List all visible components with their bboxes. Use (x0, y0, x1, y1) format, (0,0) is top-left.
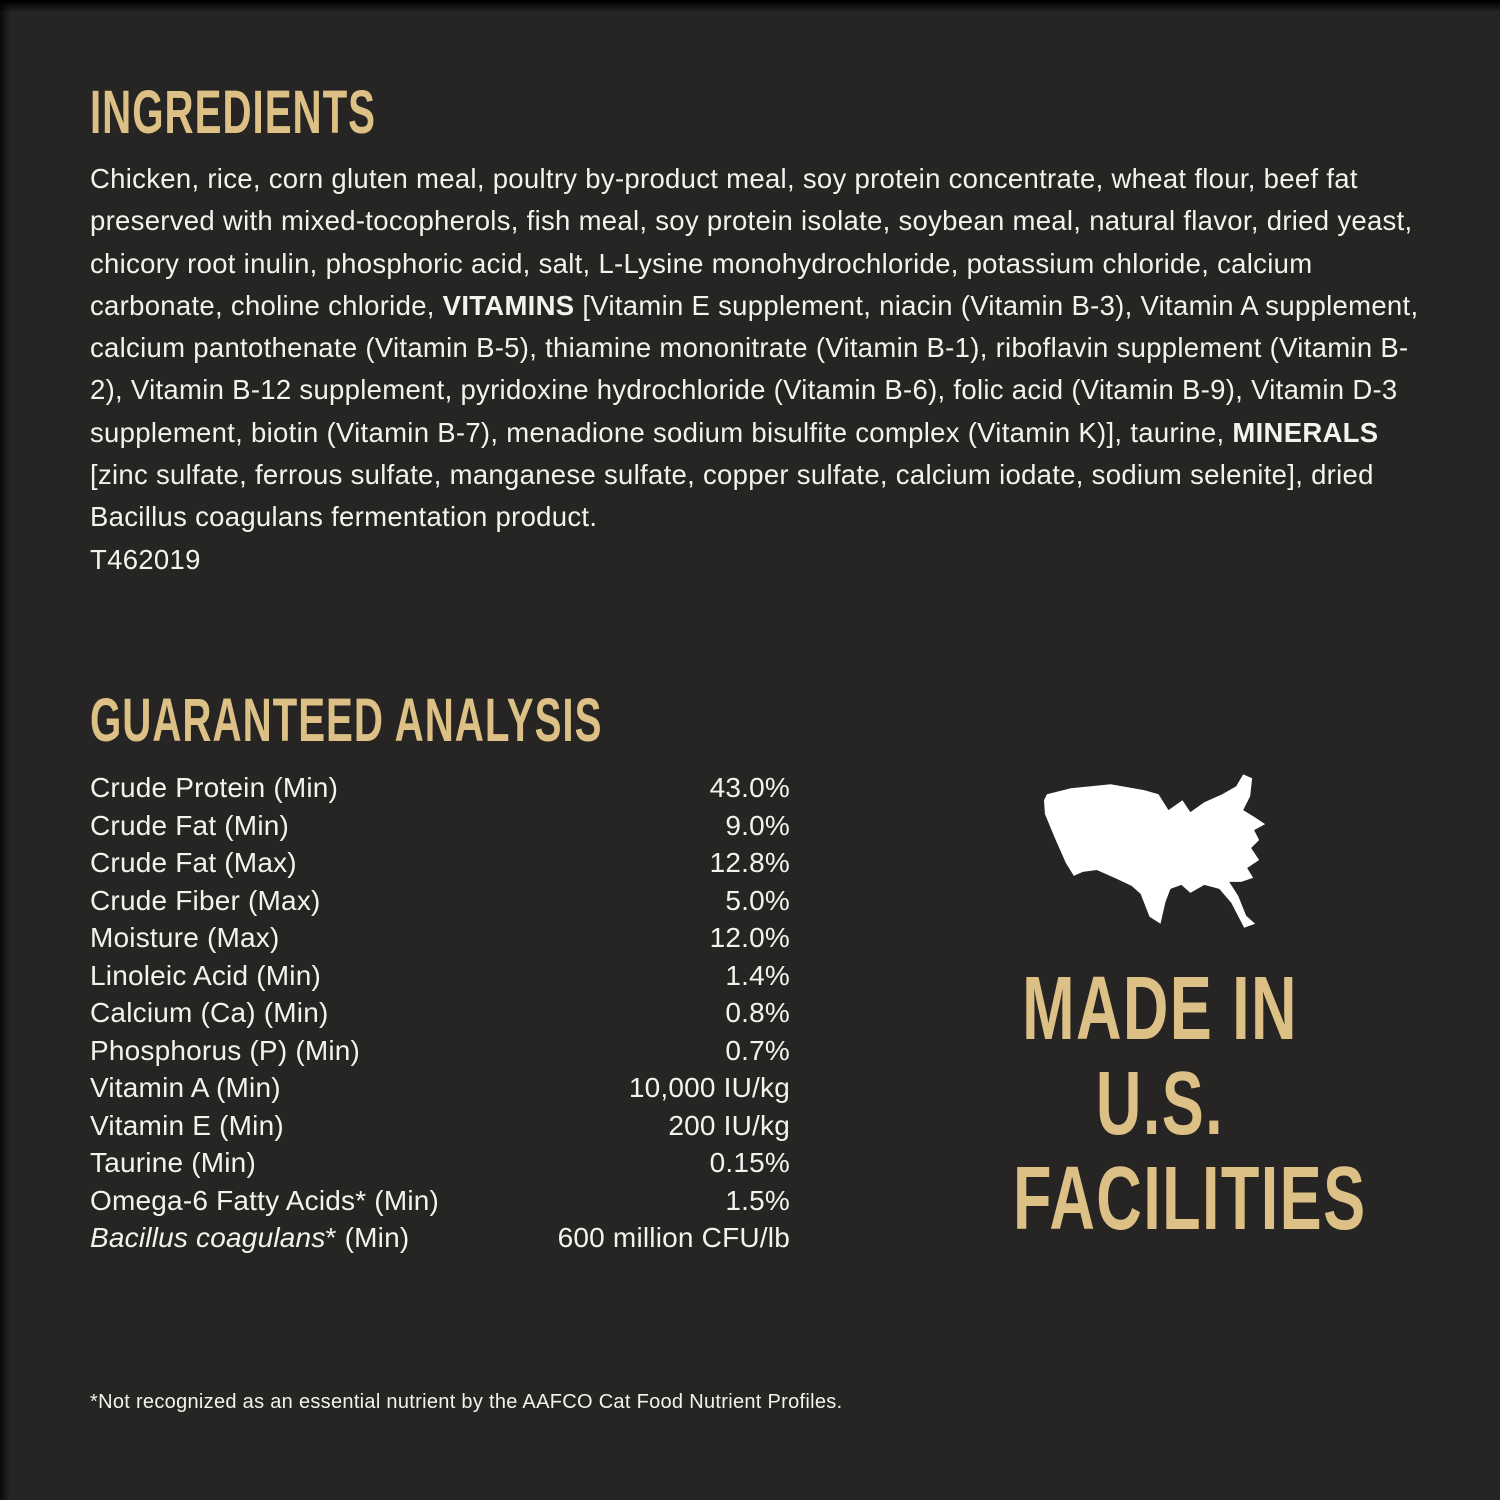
table-row (90, 957, 790, 995)
guaranteed-analysis-heading (90, 686, 866, 754)
row-label (90, 1219, 409, 1257)
row-value: 0.15% (709, 1147, 790, 1178)
row-value: 0.8% (725, 997, 790, 1028)
row-value: 43.0% (709, 772, 790, 803)
row-value: 12.8% (709, 847, 790, 878)
made-in-line-3: FACILITIES (1013, 1149, 1367, 1249)
ingredients-text-1: Chicken, rice, corn gluten meal, poultry by-product meal, soy protein concentrate, wheat flour, beef fat preserved with mixed-tocopherols, fish meal, soy protein isolate, soybean meal, natural flavor, dried yeast, chicory root inulin, phosphoric acid, salt, L-Lysine monohydrochloride, potassium chloride, calcium carbonate, choline chloride, (90, 163, 1413, 321)
ingredients-paragraph (90, 158, 1420, 581)
ingredients-text-3: [zinc sulfate, ferrous sulfate, manganese sulfate, copper sulfate, calcium iodate, sodium selenite], dried Bacillus coagulans fermentation product. (90, 459, 1374, 533)
top-edge-vignette (0, 0, 1500, 12)
row-value: 5.0% (725, 884, 790, 916)
left-edge-vignette (0, 0, 10, 1500)
row-label: Phosphorus (P) (Min) (90, 1034, 361, 1066)
table-row (90, 1032, 790, 1070)
row-value: 600 million CFU/lb (557, 1222, 790, 1253)
minerals-label: MINERALS (1232, 416, 1379, 448)
row-value: 1.4% (725, 959, 790, 991)
row-label-plain-part: * (Min) (325, 1222, 410, 1253)
row-value: 0.7% (725, 1034, 790, 1066)
ingredients-text-2: [Vitamin E supplement, niacin (Vitamin B-3), Vitamin A supplement, calcium pantothenate (Vitamin B-5), thiamine mononitrate (Vitamin B-1), riboflavin supplement (Vitamin B-2), Vitamin B-12 supplement, pyridoxine hydrochloride (Vitamin B-6), folic acid (Vitamin B-9), Vitamin D-3 supplement, biotin (Vitamin B-7), menadione sodium bisulfite complex (Vitamin K)], taurine, (90, 289, 1419, 448)
made-in-line-2: U.S. (1095, 1054, 1225, 1154)
formula-code: T462019 (90, 543, 201, 575)
table-row (90, 1069, 790, 1107)
row-label: Taurine (Min) (90, 1147, 256, 1178)
row-label: Crude Fat (Min) (90, 809, 290, 841)
row-value: 9.0% (725, 809, 790, 841)
table-row (90, 994, 790, 1032)
row-label: Moisture (Max) (90, 922, 280, 953)
made-in-us-block (950, 770, 1370, 1247)
row-value: 10,000 IU/kg (628, 1072, 790, 1103)
row-label: Linoleic Acid (Min) (90, 959, 321, 991)
vitamins-label: VITAMINS (442, 289, 575, 321)
row-label: Vitamin A (Min) (90, 1072, 281, 1103)
ingredients-heading-text: INGREDIENTS (90, 78, 377, 146)
row-value: 1.5% (725, 1184, 790, 1216)
row-label-italic-part: Bacillus coagulans (90, 1222, 326, 1253)
row-label: Crude Fiber (Max) (90, 884, 321, 916)
row-label: Vitamin E (Min) (90, 1109, 284, 1141)
row-label: Crude Fat (Max) (90, 847, 297, 878)
table-row (90, 769, 790, 807)
row-label: Omega-6 Fatty Acids* (Min) (90, 1184, 440, 1216)
table-row (90, 1107, 790, 1145)
table-row (90, 919, 790, 957)
row-label: Crude Protein (Min) (90, 772, 339, 803)
table-row (90, 807, 790, 845)
guaranteed-analysis-heading-text: GUARANTEED ANALYSIS (90, 686, 603, 754)
row-label: Calcium (Ca) (Min) (90, 997, 329, 1028)
made-in-us-facilities-text (950, 959, 1370, 1249)
row-value: 200 IU/kg (668, 1109, 790, 1141)
table-row (90, 844, 790, 882)
usa-map-icon (1033, 770, 1288, 938)
table-row (90, 1219, 790, 1257)
table-row (90, 1182, 790, 1220)
guaranteed-analysis-table (90, 769, 790, 1257)
made-in-line-1: MADE IN (1022, 959, 1298, 1059)
aafco-footnote: *Not recognized as an essential nutrient by the AAFCO Cat Food Nutrient Profiles. (90, 1391, 843, 1413)
table-row (90, 882, 790, 920)
table-row (90, 1144, 790, 1182)
ingredients-heading (90, 78, 523, 146)
row-value: 12.0% (709, 922, 790, 953)
